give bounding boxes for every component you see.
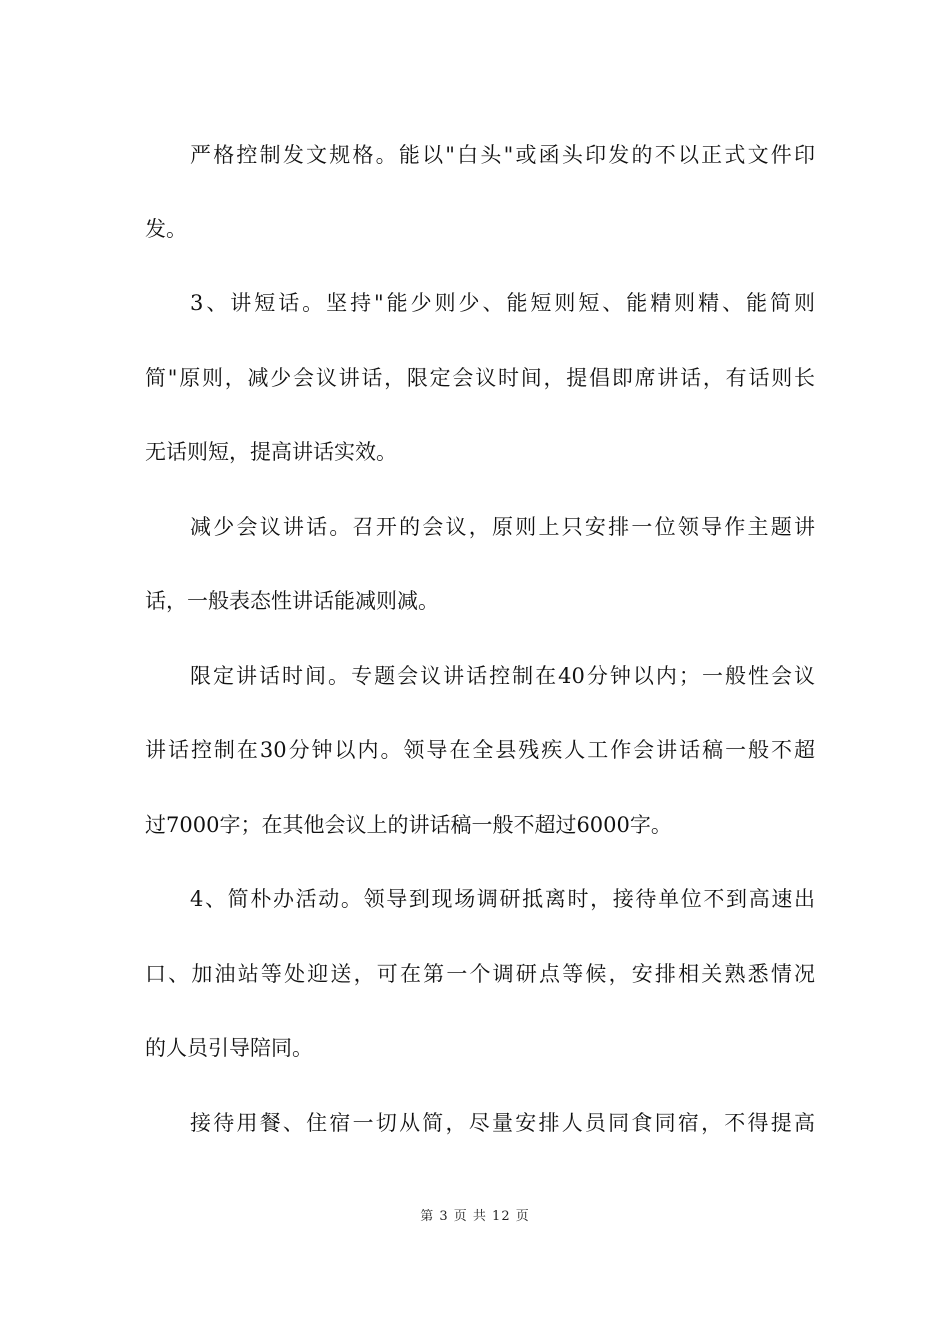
paragraph-line: 口、加油站等处迎送，可在第一个调研点等候，安排相关熟悉情况 [145,962,815,986]
paragraph-line: 3、讲短话。坚持"能少则少、能短则短、能精则精、能简则 [190,291,815,315]
paragraph-line: 无话则短，提高讲话实效。 [145,440,397,464]
paragraph-line: 讲话控制在30分钟以内。领导在全县残疾人工作会讲话稿一般不超 [145,738,815,762]
paragraph-line: 简"原则，减少会议讲话，限定会议时间，提倡即席讲话，有话则长 [145,366,815,390]
paragraph-line: 话，一般表态性讲话能减则减。 [145,589,439,613]
paragraph-line: 发。 [145,217,187,241]
paragraph-line: 减少会议讲话。召开的会议，原则上只安排一位领导作主题讲 [190,515,815,539]
paragraph-line: 严格控制发文规格。能以"白头"或函头印发的不以正式文件印 [190,143,815,167]
paragraph-line: 的人员引导陪同。 [145,1036,313,1060]
paragraph-line: 接待用餐、住宿一切从简，尽量安排人员同食同宿，不得提高 [190,1111,815,1135]
paragraph-line: 过7000字；在其他会议上的讲话稿一般不超过6000字。 [145,813,672,837]
paragraph-line: 4、简朴办活动。领导到现场调研抵离时，接待单位不到高速出 [190,887,815,911]
paragraph-line: 限定讲话时间。专题会议讲话控制在40分钟以内；一般性会议 [190,664,815,688]
page-number-footer: 第 3 页 共 12 页 [420,1209,530,1224]
